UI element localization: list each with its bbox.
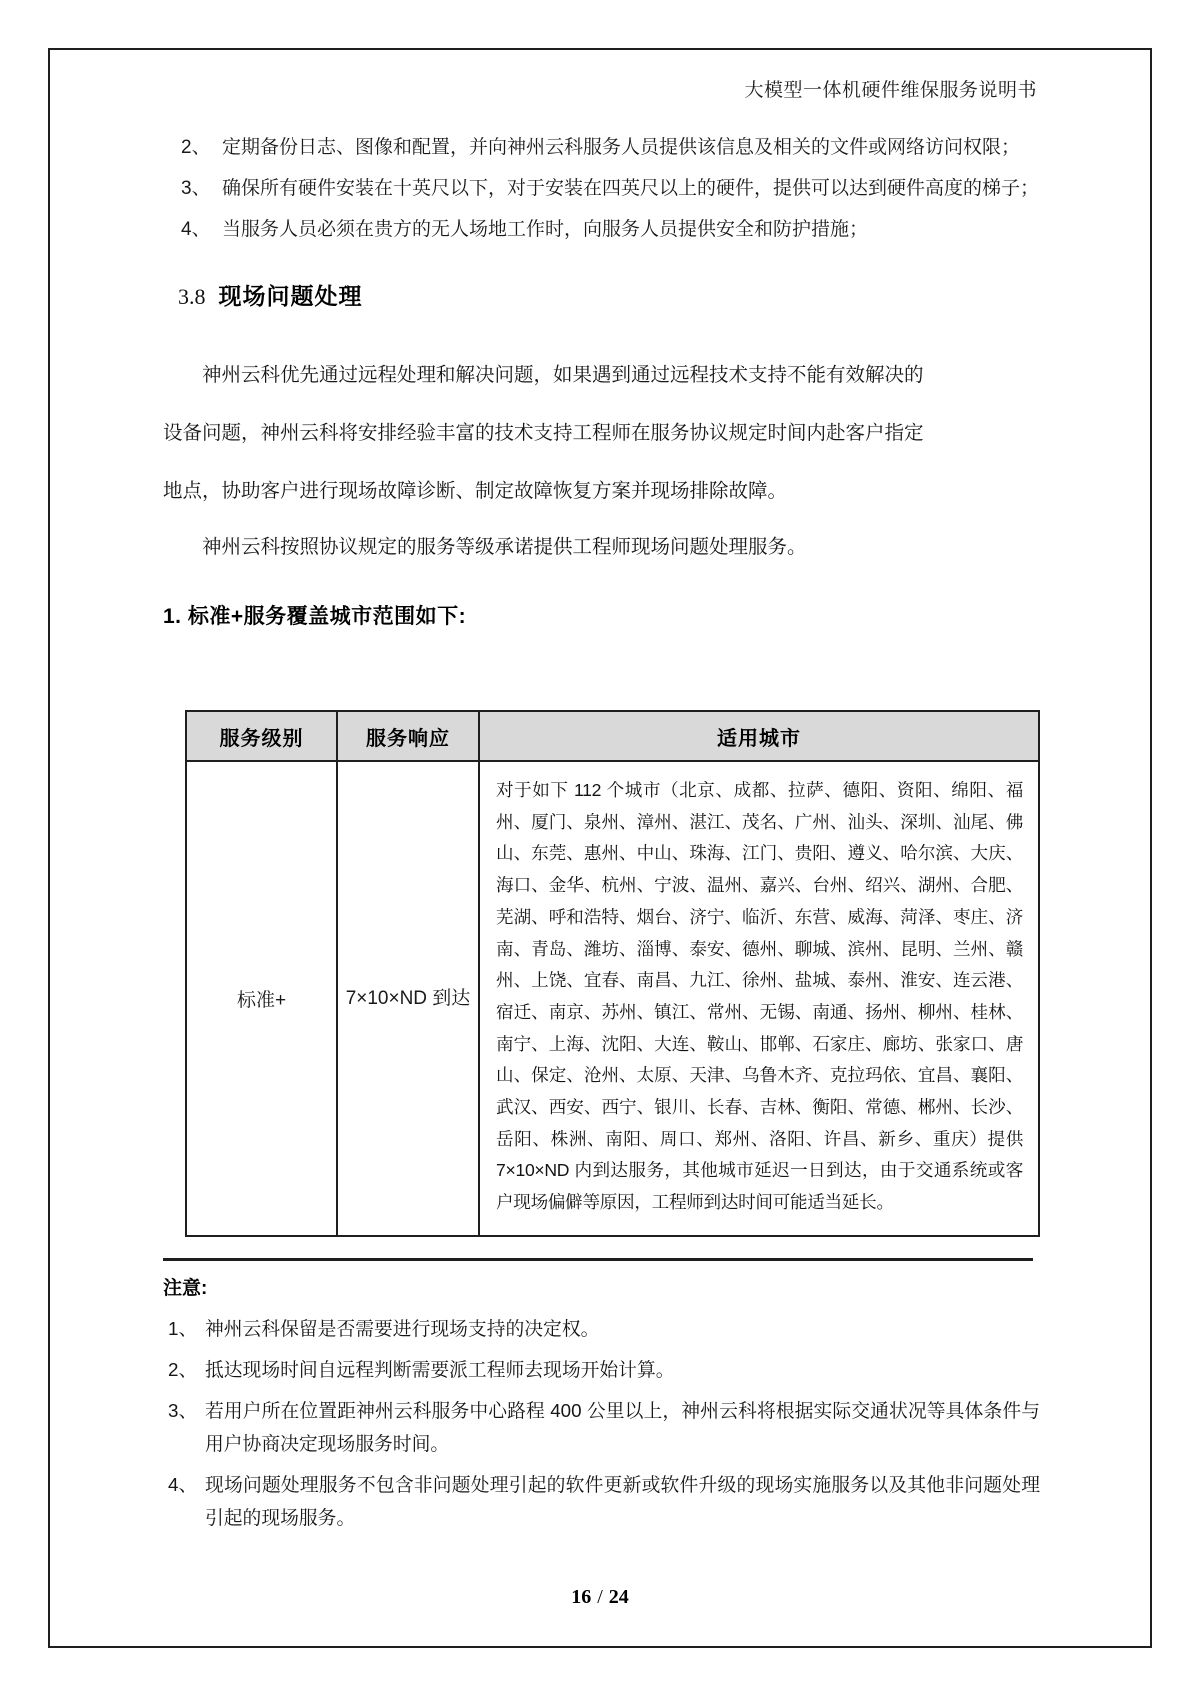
notes-label: 注意: <box>163 1278 208 1299</box>
note-item-number: 4、 <box>168 1474 198 1495</box>
list-item <box>181 136 1043 160</box>
page-number-current: 16 <box>571 1586 592 1608</box>
section-title: 现场问题处理 <box>218 283 363 309</box>
notes-divider <box>163 1258 1033 1261</box>
note-item-text: 现场问题处理服务不包含非问题处理引起的软件更新或软件升级的现场实施服务以及其他非问题处理引起的现场服务。 <box>205 1474 1040 1528</box>
paragraph-line: 地点，协助客户进行现场故障诊断、制定故障恢复方案并现场排除故障。 <box>163 480 788 502</box>
page-number <box>0 1586 1200 1609</box>
table-header-applicable-cities: 适用城市 <box>479 711 1039 761</box>
list-item-text: 定期备份日志、图像和配置，并向神州云科服务人员提供该信息及相关的文件或网络访问权限； <box>222 137 1021 158</box>
page-number-separator: / <box>597 1586 603 1608</box>
cell-service-level: 标准+ <box>186 761 337 1236</box>
note-item-number: 3、 <box>168 1400 198 1421</box>
note-item <box>168 1394 1040 1460</box>
table-header-service-response: 服务响应 <box>337 711 479 761</box>
paragraph <box>163 346 1039 520</box>
intro-list <box>181 136 1043 259</box>
note-item <box>168 1468 1040 1534</box>
section-heading <box>178 278 363 311</box>
note-item-text: 神州云科保留是否需要进行现场支持的决定权。 <box>205 1318 600 1339</box>
paragraph-line: 设备问题，神州云科将安排经验丰富的技术支持工程师在服务协议规定时间内赴客户指定 <box>163 422 924 444</box>
cell-applicable-cities: 对于如下 112 个城市（北京、成都、拉萨、德阳、资阳、绵阳、福州、厦门、泉州、漳州、湛江、茂名、广州、汕头、深圳、汕尾、佛山、东莞、惠州、中山、珠海、江门、贵阳、遵义、哈尔滨、大庆、海口、金华、杭州、宁波、温州、嘉兴、台州、绍兴、湖州、合肥、芜湖、呼和浩特、烟台、济宁、临沂、东营、威海、菏泽、枣庄、济南、青岛、潍坊、淄博、泰安、德州、聊城、滨州、昆明、兰州、赣州、上饶、宜春、南昌、九江、徐州、盐城、泰州、淮安、连云港、宿迁、南京、苏州、镇江、常州、无锡、南通、扬州、柳州、桂林、南宁、上海、沈阳、大连、鞍山、邯郸、石家庄、廊坊、张家口、唐山、保定、沧州、太原、天津、乌鲁木齐、克拉玛依、宜昌、襄阳、武汉、西安、西宁、银川、长春、吉林、衡阳、常德、郴州、长沙、岳阳、株洲、南阳、周口、郑州、洛阳、许昌、新乡、重庆）提供 7×10×ND 内到达服务，其他城市延迟一日到达，由于交通系统或客户现场偏僻等原因，工程师到达时间可能适当延长。 <box>479 761 1039 1236</box>
table-header-row <box>186 711 1039 761</box>
note-item <box>168 1312 1040 1345</box>
page-number-total: 24 <box>608 1586 629 1608</box>
note-item-number: 1、 <box>168 1318 198 1339</box>
service-coverage-table <box>185 710 1040 1237</box>
list-item <box>181 218 1043 242</box>
document-header-title: 大模型一体机硬件维保服务说明书 <box>744 80 1037 101</box>
table-row <box>186 761 1039 1236</box>
notes-list <box>168 1312 1040 1542</box>
paragraph-line: 神州云科优先通过远程处理和解决问题，如果遇到通过远程技术支持不能有效解决的 <box>202 364 924 386</box>
list-item-text: 当服务人员必须在贵方的无人场地工作时，向服务人员提供安全和防护措施； <box>222 219 869 240</box>
list-item-text: 确保所有硬件安装在十英尺以下，对于安装在四英尺以上的硬件，提供可以达到硬件高度的梯子； <box>222 178 1040 199</box>
paragraph <box>163 518 1039 576</box>
table-header-service-level: 服务级别 <box>186 711 337 761</box>
paragraph-line: 神州云科按照协议规定的服务等级承诺提供工程师现场问题处理服务。 <box>202 536 807 558</box>
list-item-number: 4、 <box>181 219 211 240</box>
list-item <box>181 177 1043 201</box>
note-item <box>168 1353 1040 1386</box>
list-heading: 1. 标准+服务覆盖城市范围如下: <box>163 605 467 628</box>
list-item-number: 2、 <box>181 137 211 158</box>
note-item-text: 若用户所在位置距神州云科服务中心路程 400 公里以上，神州云科将根据实际交通状况等具体条件与用户协商决定现场服务时间。 <box>205 1400 1040 1454</box>
note-item-text: 抵达现场时间自远程判断需要派工程师去现场开始计算。 <box>205 1359 675 1380</box>
section-number: 3.8 <box>178 284 206 309</box>
cell-service-response: 7×10×ND 到达 <box>337 761 479 1236</box>
list-item-number: 3、 <box>181 178 211 199</box>
note-item-number: 2、 <box>168 1359 198 1380</box>
